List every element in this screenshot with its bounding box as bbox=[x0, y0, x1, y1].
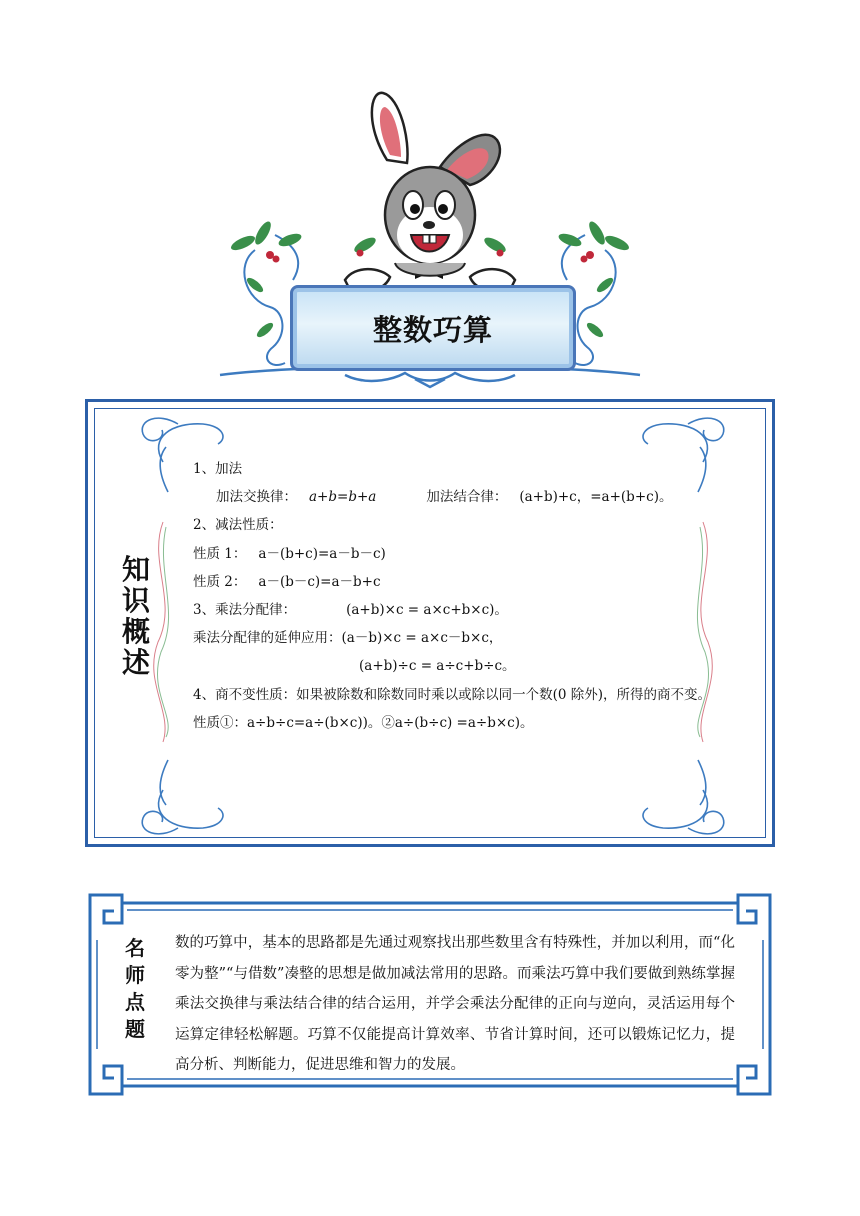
page-title: 整数巧算 bbox=[372, 312, 493, 347]
formula: (a+b)×c = a×c+b×c)。 bbox=[346, 602, 508, 619]
knowledge-content bbox=[193, 455, 748, 737]
law-label: 加法交换律： bbox=[216, 489, 297, 506]
distributive-line bbox=[193, 596, 748, 624]
heading-char: 知 bbox=[121, 553, 150, 586]
formula: (a－b)×c = a×c－b×c， bbox=[341, 630, 503, 647]
heading-char: 点 bbox=[125, 990, 145, 1014]
heading-char: 题 bbox=[125, 1017, 145, 1041]
formula: (a+b)÷c = a÷c+b÷c。 bbox=[359, 658, 516, 675]
formula: a－(b－c)=a－b+c bbox=[258, 573, 381, 590]
heading-char: 概 bbox=[121, 615, 150, 648]
property-line bbox=[193, 540, 748, 568]
property-line bbox=[193, 568, 748, 596]
section-title: 1、加法 bbox=[193, 461, 243, 477]
title-plate bbox=[290, 285, 576, 371]
knowledge-heading bbox=[116, 554, 156, 678]
teacher-tips-box bbox=[82, 893, 778, 1096]
formula: a－(b+c)=a－b－c) bbox=[258, 545, 386, 562]
knowledge-overview-box bbox=[85, 399, 775, 847]
formula: (a+b)+c，=a+(b+c)。 bbox=[519, 489, 673, 506]
heading-char: 述 bbox=[121, 646, 150, 679]
law-label: 加法结合律： bbox=[426, 489, 508, 506]
formula: a+b=b+a bbox=[309, 489, 377, 506]
title-banner bbox=[215, 85, 645, 395]
heading-char: 名 bbox=[125, 936, 145, 960]
property-label: 乘法分配律的延伸应用： bbox=[193, 630, 342, 647]
teacher-tips-text: 数的巧算中，基本的思路都是先通过观察找出那些数里含有特殊性，并加以利用，而“化零为整”“与借数”凑整的思想是做加减法常用的思路。而乘法巧算中我们要做到熟练掌握乘法交换律与乘法结合律的结合运用，并学会乘法分配律的正向与逆向，灵活运用每个运算定律轻松解题。巧算不仅能提高计算效率、节省计算时间，还可以锻炼记忆力，提高分析、判断能力，促进思维和智力的发展。 bbox=[175, 935, 735, 1073]
heading-char: 师 bbox=[125, 963, 145, 987]
property-label: 性质 2： bbox=[193, 573, 247, 590]
quotient-property-text: 4、商不变性质：如果被除数和除数同时乘以或除以同一个数(0 除外)，所得的商不变。 bbox=[193, 686, 712, 703]
property-label: 性质 1： bbox=[193, 545, 247, 562]
teacher-heading bbox=[120, 935, 150, 1043]
distributive-ext-line bbox=[193, 624, 748, 652]
addition-laws-line bbox=[193, 483, 748, 511]
quotient-properties: 性质①：a÷b÷c=a÷(b×c))。②a÷(b÷c) =a÷b×c)。 bbox=[193, 714, 534, 731]
section-title: 2、减法性质： bbox=[193, 517, 283, 534]
section-title: 3、乘法分配律： bbox=[193, 602, 297, 619]
heading-char: 识 bbox=[121, 584, 150, 617]
